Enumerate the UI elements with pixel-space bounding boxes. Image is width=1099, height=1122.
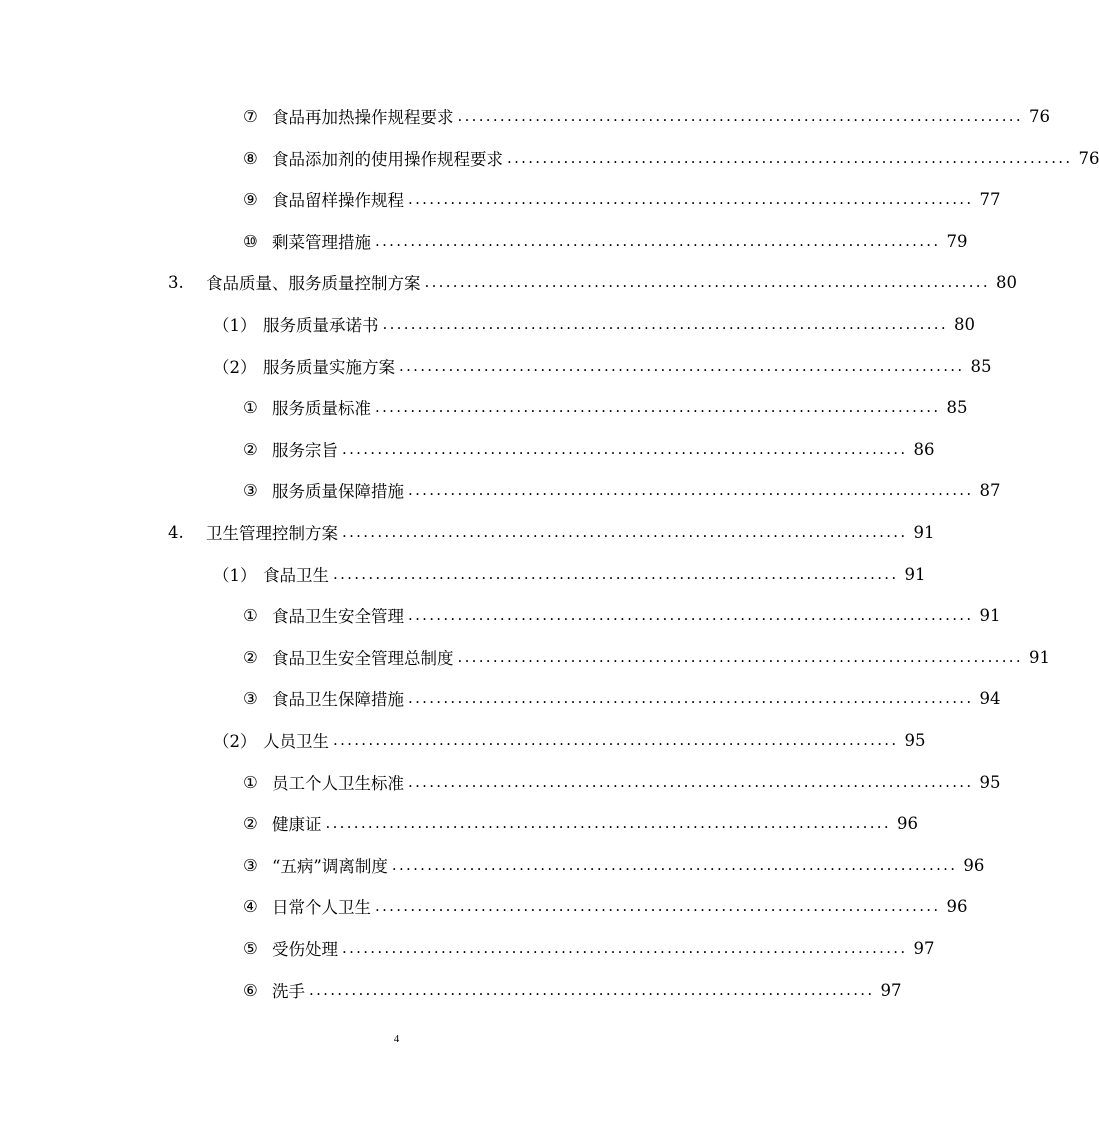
toc-entry-page: 95 (979, 772, 1001, 792)
toc-entry[interactable] (243, 477, 1001, 503)
toc-entry[interactable] (213, 311, 975, 337)
toc-entry-page: 95 (904, 730, 926, 750)
toc-dot-leader: ................................................................................ (408, 190, 974, 208)
toc-entry-number: ③ (243, 480, 258, 500)
toc-entry-title: 人员卫生 (263, 732, 329, 751)
toc-dot-leader: ................................................................................ (342, 523, 908, 541)
toc-entry-page: 91 (1028, 647, 1050, 667)
toc-entry-number: ⑥ (243, 980, 258, 1000)
toc-entry[interactable] (243, 977, 902, 1003)
toc-entry-title: 洗手 (272, 982, 305, 1001)
toc-entry-page: 80 (995, 272, 1017, 292)
toc-entry[interactable] (243, 810, 918, 836)
toc-dot-leader: ................................................................................ (457, 107, 1023, 125)
toc-dot-leader: ................................................................................ (325, 814, 891, 832)
toc-entry-title: 服务质量承诺书 (263, 316, 379, 335)
toc-entry[interactable] (243, 186, 1001, 212)
toc-entry-number: ④ (243, 896, 258, 916)
toc-dot-leader: ................................................................................ (391, 856, 958, 874)
toc-entry-title: 服务质量保障措施 (272, 482, 404, 501)
toc-entry-page: 96 (896, 813, 918, 833)
toc-entry-page: 91 (904, 564, 926, 584)
toc-entry[interactable] (243, 228, 968, 254)
toc-entry-page: 94 (979, 688, 1001, 708)
toc-entry-number: ③ (243, 855, 258, 875)
toc-entry-title: 健康证 (272, 815, 322, 834)
toc-entry-page: 91 (979, 605, 1001, 625)
page-footer-number: 4 (393, 1033, 400, 1045)
toc-entry-page: 86 (913, 439, 935, 459)
toc-entry-page: 85 (946, 397, 968, 417)
toc-dot-leader: ................................................................................ (408, 481, 974, 499)
toc-entry-title: 服务宗旨 (272, 441, 338, 460)
toc-entry-title: 食品添加剂的使用操作规程要求 (272, 150, 503, 169)
toc-entry-number: ⑦ (243, 106, 258, 126)
toc-entry-number: ③ (243, 688, 258, 708)
toc-dot-leader: ................................................................................ (457, 648, 1023, 666)
toc-dot-leader: ................................................................................ (333, 565, 899, 583)
toc-dot-leader: ................................................................................ (309, 981, 875, 999)
toc-entry-number: ⑨ (243, 189, 258, 209)
toc-entry-title: 剩菜管理措施 (272, 233, 371, 252)
toc-entry[interactable] (168, 269, 1017, 295)
toc-entry-page: 85 (970, 356, 992, 376)
toc-entry-title: 卫生管理控制方案 (206, 524, 338, 543)
toc-entry-title: 服务质量标准 (272, 399, 371, 418)
toc-entry[interactable] (243, 852, 985, 878)
toc-entry[interactable] (243, 145, 1099, 171)
toc-entry-number: ⑧ (243, 148, 258, 168)
toc-entry-title: 员工个人卫生标准 (272, 774, 404, 793)
toc-entry-number: 4. (168, 522, 184, 542)
toc-entry-title: 食品卫生保障措施 (272, 690, 404, 709)
toc-entry-page: 91 (913, 522, 935, 542)
toc-entry-title: 受伤处理 (272, 940, 338, 959)
toc-entry-page: 96 (963, 855, 985, 875)
toc-entry-title: 食品卫生安全管理 (272, 607, 404, 626)
toc-entry[interactable] (243, 893, 968, 919)
toc-dot-leader: ................................................................................ (399, 357, 965, 375)
toc-dot-leader: ................................................................................ (375, 897, 941, 915)
toc-entry-number: 3. (168, 272, 184, 292)
toc-dot-leader: ................................................................................ (375, 398, 941, 416)
toc-entry-number: ① (243, 772, 258, 792)
toc-entry-number: ② (243, 439, 258, 459)
toc-dot-leader: ................................................................................ (333, 731, 899, 749)
toc-entry-number: （2） (213, 732, 257, 751)
toc-dot-leader: ................................................................................ (342, 440, 908, 458)
toc-entry[interactable] (243, 935, 935, 961)
toc-entry-page: 87 (979, 480, 1001, 500)
toc-entry-page: 80 (953, 314, 975, 334)
toc-dot-leader: ................................................................................ (382, 315, 948, 333)
toc-entry-page: 96 (946, 896, 968, 916)
toc-entry-page: 79 (946, 231, 968, 251)
toc-entry-number: ⑤ (243, 938, 258, 958)
toc-entry[interactable] (213, 727, 926, 753)
toc-entry[interactable] (243, 685, 1001, 711)
toc-entry[interactable] (243, 103, 1050, 129)
toc-entry-title: 食品质量、服务质量控制方案 (206, 274, 421, 293)
toc-entry-number: ② (243, 813, 258, 833)
toc-entry[interactable] (243, 644, 1050, 670)
toc-entry-title: 日常个人卫生 (272, 898, 371, 917)
toc-entry[interactable] (168, 519, 935, 545)
toc-entry-number: （1） (213, 316, 257, 335)
toc-entry-title: 食品留样操作规程 (272, 191, 404, 210)
toc-dot-leader: ................................................................................ (408, 606, 974, 624)
toc-dot-leader: ................................................................................ (375, 232, 941, 250)
toc-entry-page: 97 (880, 980, 902, 1000)
toc-entry[interactable] (213, 561, 926, 587)
toc-entry-number: ⑩ (243, 231, 258, 251)
toc-entry[interactable] (243, 769, 1001, 795)
toc-entry-page: 77 (979, 189, 1001, 209)
toc-entry[interactable] (243, 602, 1001, 628)
toc-dot-leader: ................................................................................ (507, 149, 1073, 167)
toc-entry-page: 76 (1078, 148, 1099, 168)
toc-dot-leader: ................................................................................ (342, 939, 908, 957)
toc-dot-leader: ................................................................................ (408, 773, 974, 791)
toc-entry-number: ② (243, 647, 258, 667)
toc-entry-page: 97 (913, 938, 935, 958)
toc-entry-title: “五病”调离制度 (272, 857, 388, 876)
toc-entry[interactable] (243, 436, 935, 462)
toc-dot-leader: ................................................................................ (424, 273, 990, 291)
toc-entry-title: 食品卫生安全管理总制度 (272, 649, 454, 668)
toc-entry[interactable] (243, 394, 968, 420)
toc-entry-number: （2） (213, 358, 257, 377)
toc-entry-number: ① (243, 605, 258, 625)
toc-entry-title: 食品再加热操作规程要求 (272, 108, 454, 127)
toc-entry-number: ① (243, 397, 258, 417)
toc-entry[interactable] (213, 353, 992, 379)
toc-entry-title: 服务质量实施方案 (263, 358, 395, 377)
toc-entry-page: 76 (1028, 106, 1050, 126)
toc-dot-leader: ................................................................................ (408, 689, 974, 707)
toc-entry-number: （1） (213, 566, 257, 585)
toc-entry-title: 食品卫生 (263, 566, 329, 585)
